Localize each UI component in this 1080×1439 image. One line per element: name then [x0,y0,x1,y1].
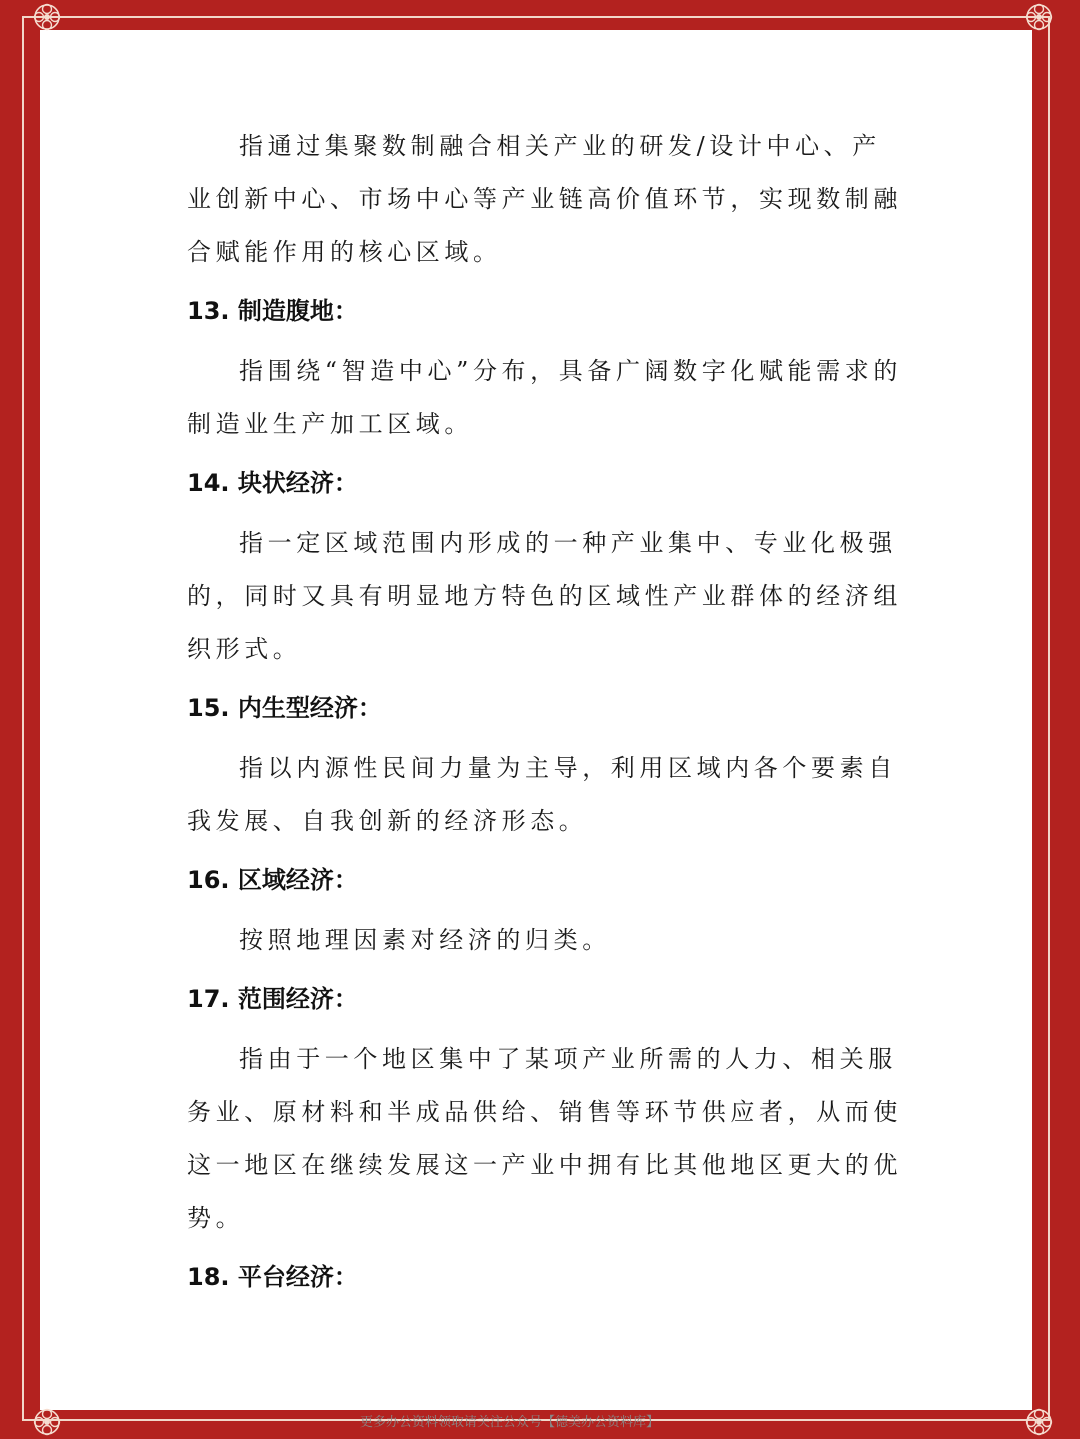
flower-ornament-icon [30,0,64,34]
section-body-13: 指围绕“智造中心”分布，具备广阔数字化赋能需求的制造业生产加工区域。 [187,357,902,438]
section-heading-13: 13. 制造腹地： [187,297,358,325]
section-heading-18: 18. 平台经济： [187,1263,358,1291]
section-heading-15: 15. 内生型经济： [187,694,382,722]
section-body-16: 按照地理因素对经济的归类。 [239,926,611,954]
flower-ornament-icon [1022,1405,1056,1439]
footer-note [360,1410,730,1418]
section-body-15: 指以内源性民间力量为主导，利用区域内各个要素自我发展、自我创新的经济形态。 [187,754,897,835]
section-heading-14: 14. 块状经济： [187,469,358,497]
flower-ornament-icon [30,1405,64,1439]
section-heading-16: 16. 区域经济： [187,866,358,894]
document-body [187,120,907,1297]
intro-paragraph: 指通过集聚数制融合相关产业的研发/设计中心、产业创新中心、市场中心等产业链高价值环节，实现数制融合赋能作用的核心区域。 [187,132,902,266]
section-body-17: 指由于一个地区集中了某项产业所需的人力、相关服务业、原材料和半成品供给、销售等环节供应者，从而使这一地区在继续发展这一产业中拥有比其他地区更大的优势。 [187,1045,902,1232]
section-heading-17: 17. 范围经济： [187,985,358,1013]
section-body-14: 指一定区域范围内形成的一种产业集中、专业化极强的，同时又具有明显地方特色的区域性产业群体的经济组织形式。 [187,529,902,663]
flower-ornament-icon [1022,0,1056,34]
